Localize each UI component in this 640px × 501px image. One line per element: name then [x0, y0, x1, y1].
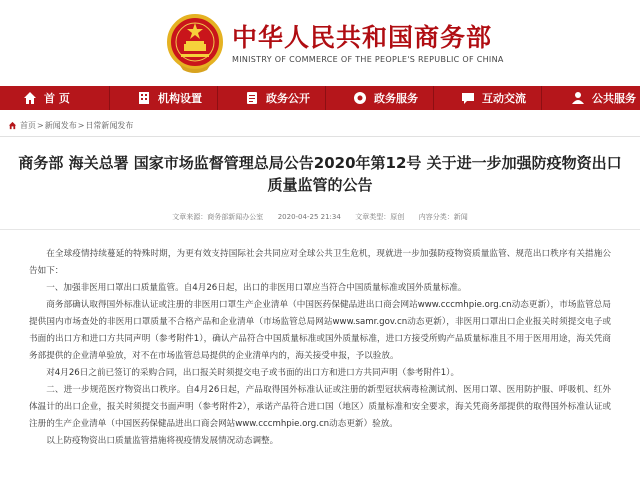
paragraph: 在全球疫情持续蔓延的特殊时期，为更有效支持国际社会共同应对全球公共卫生危机，现就进一步加强防疫物资质量监管、规范出口秩序有关措施公告如下：	[29, 249, 611, 276]
paragraph: 一、加强非医用口罩出口质量监管。自4月26日起，出口的非医用口罩应当符合中国质量标准或国外质量标准。	[46, 283, 467, 293]
breadcrumb-daily-news[interactable]: 日常新闻发布	[85, 120, 134, 130]
breadcrumb	[0, 118, 640, 132]
nav-item-public-services[interactable]	[542, 86, 639, 110]
article-meta	[0, 212, 640, 222]
paragraph: 二、进一步规范医疗物资出口秩序。自4月26日起，产品取得国外标准认证或注册的新型冠状病毒检测试剂、医用口罩、医用防护服、呼吸机、红外体温计的出口企业，报关时须提交书面声明（参考附件2），承诺产品符合进口国（地区）质量标准和安全要求，海关凭商务部提供的取得国外标准认证或注册的生产企业清单（中国医药保健品进出口商会网站www.cccmhpie.org.cn动态更新）验放。	[29, 385, 611, 429]
nav-item-gov-services[interactable]	[326, 86, 433, 110]
divider	[0, 136, 640, 137]
divider	[0, 229, 640, 230]
nav-label: 首 页	[44, 92, 70, 105]
national-emblem-icon[interactable]	[167, 14, 223, 74]
article-source: 商务部新闻办公室	[207, 213, 264, 221]
paragraph: 对4月26日之前已签订的采购合同，出口报关时须提交电子或书面的出口方和进口方共同声明（参考附件1）。	[46, 368, 460, 378]
breadcrumb-news[interactable]: 新闻发布	[44, 120, 77, 130]
service-icon	[352, 90, 368, 106]
article-category: 新闻	[453, 213, 468, 221]
nav-label: 公共服务	[592, 92, 636, 105]
nav-label: 政务服务	[374, 92, 418, 105]
article-date: 2020-04-25 21:34	[277, 213, 341, 221]
site-header	[0, 0, 640, 86]
article-title: 商务部 海关总署 国家市场监督管理总局公告2020年第12号 关于进一步加强防疫物资出口质量监管的公告	[18, 154, 622, 194]
breadcrumb-separator: >	[37, 120, 44, 130]
paragraph: 以上防疫物资出口质量监管措施将视疫情发展情况动态调整。	[46, 436, 279, 446]
document-icon	[244, 90, 260, 106]
chat-icon	[460, 90, 476, 106]
nav-item-home[interactable]	[0, 86, 109, 110]
nav-label: 政务公开	[266, 92, 310, 105]
breadcrumb-separator: >	[77, 120, 85, 130]
nav-label: 机构设置	[158, 92, 202, 105]
breadcrumb-home[interactable]: 首页	[20, 120, 36, 130]
article-body	[29, 246, 611, 450]
nav-item-interaction[interactable]	[434, 86, 541, 110]
nav-label: 互动交流	[482, 92, 526, 105]
type-label: 文章类型：	[355, 213, 391, 221]
nav-item-gov-affairs[interactable]	[218, 86, 325, 110]
main-nav	[0, 86, 640, 110]
site-subtitle: MINISTRY OF COMMERCE OF THE PEOPLE'S REPUBLIC OF CHINA	[232, 55, 504, 64]
home-icon	[8, 121, 17, 130]
category-label: 内容分类：	[418, 213, 454, 221]
home-icon	[22, 90, 38, 106]
public-icon	[570, 90, 586, 106]
article-type: 原创	[390, 213, 405, 221]
source-label: 文章来源：	[172, 213, 208, 221]
building-icon	[136, 90, 152, 106]
site-title[interactable]: 中华人民共和国商务部	[232, 23, 493, 52]
paragraph: 商务部确认取得国外标准认证或注册的非医用口罩生产企业清单（中国医药保健品进出口商会网站www.cccmhpie.org.cn动态更新），市场监管总局提供国内市场查处的非医用口罩质量不合格产品和企业清单（市场监管总局网站www.samr.gov.cn动态更新），非医用口罩出口企业报关时须提交电子或书面的出口方和进口方共同声明（参考附件1），确认产品符合中国质量标准或国外质量标准，进口方接受所购产品质量标准且不用于医用用途，海关凭商务部提供的企业清单验放，对不在市场监管总局提供的企业清单内的，海关接受申报，予以验放。	[29, 300, 611, 361]
nav-item-organization[interactable]	[110, 86, 217, 110]
